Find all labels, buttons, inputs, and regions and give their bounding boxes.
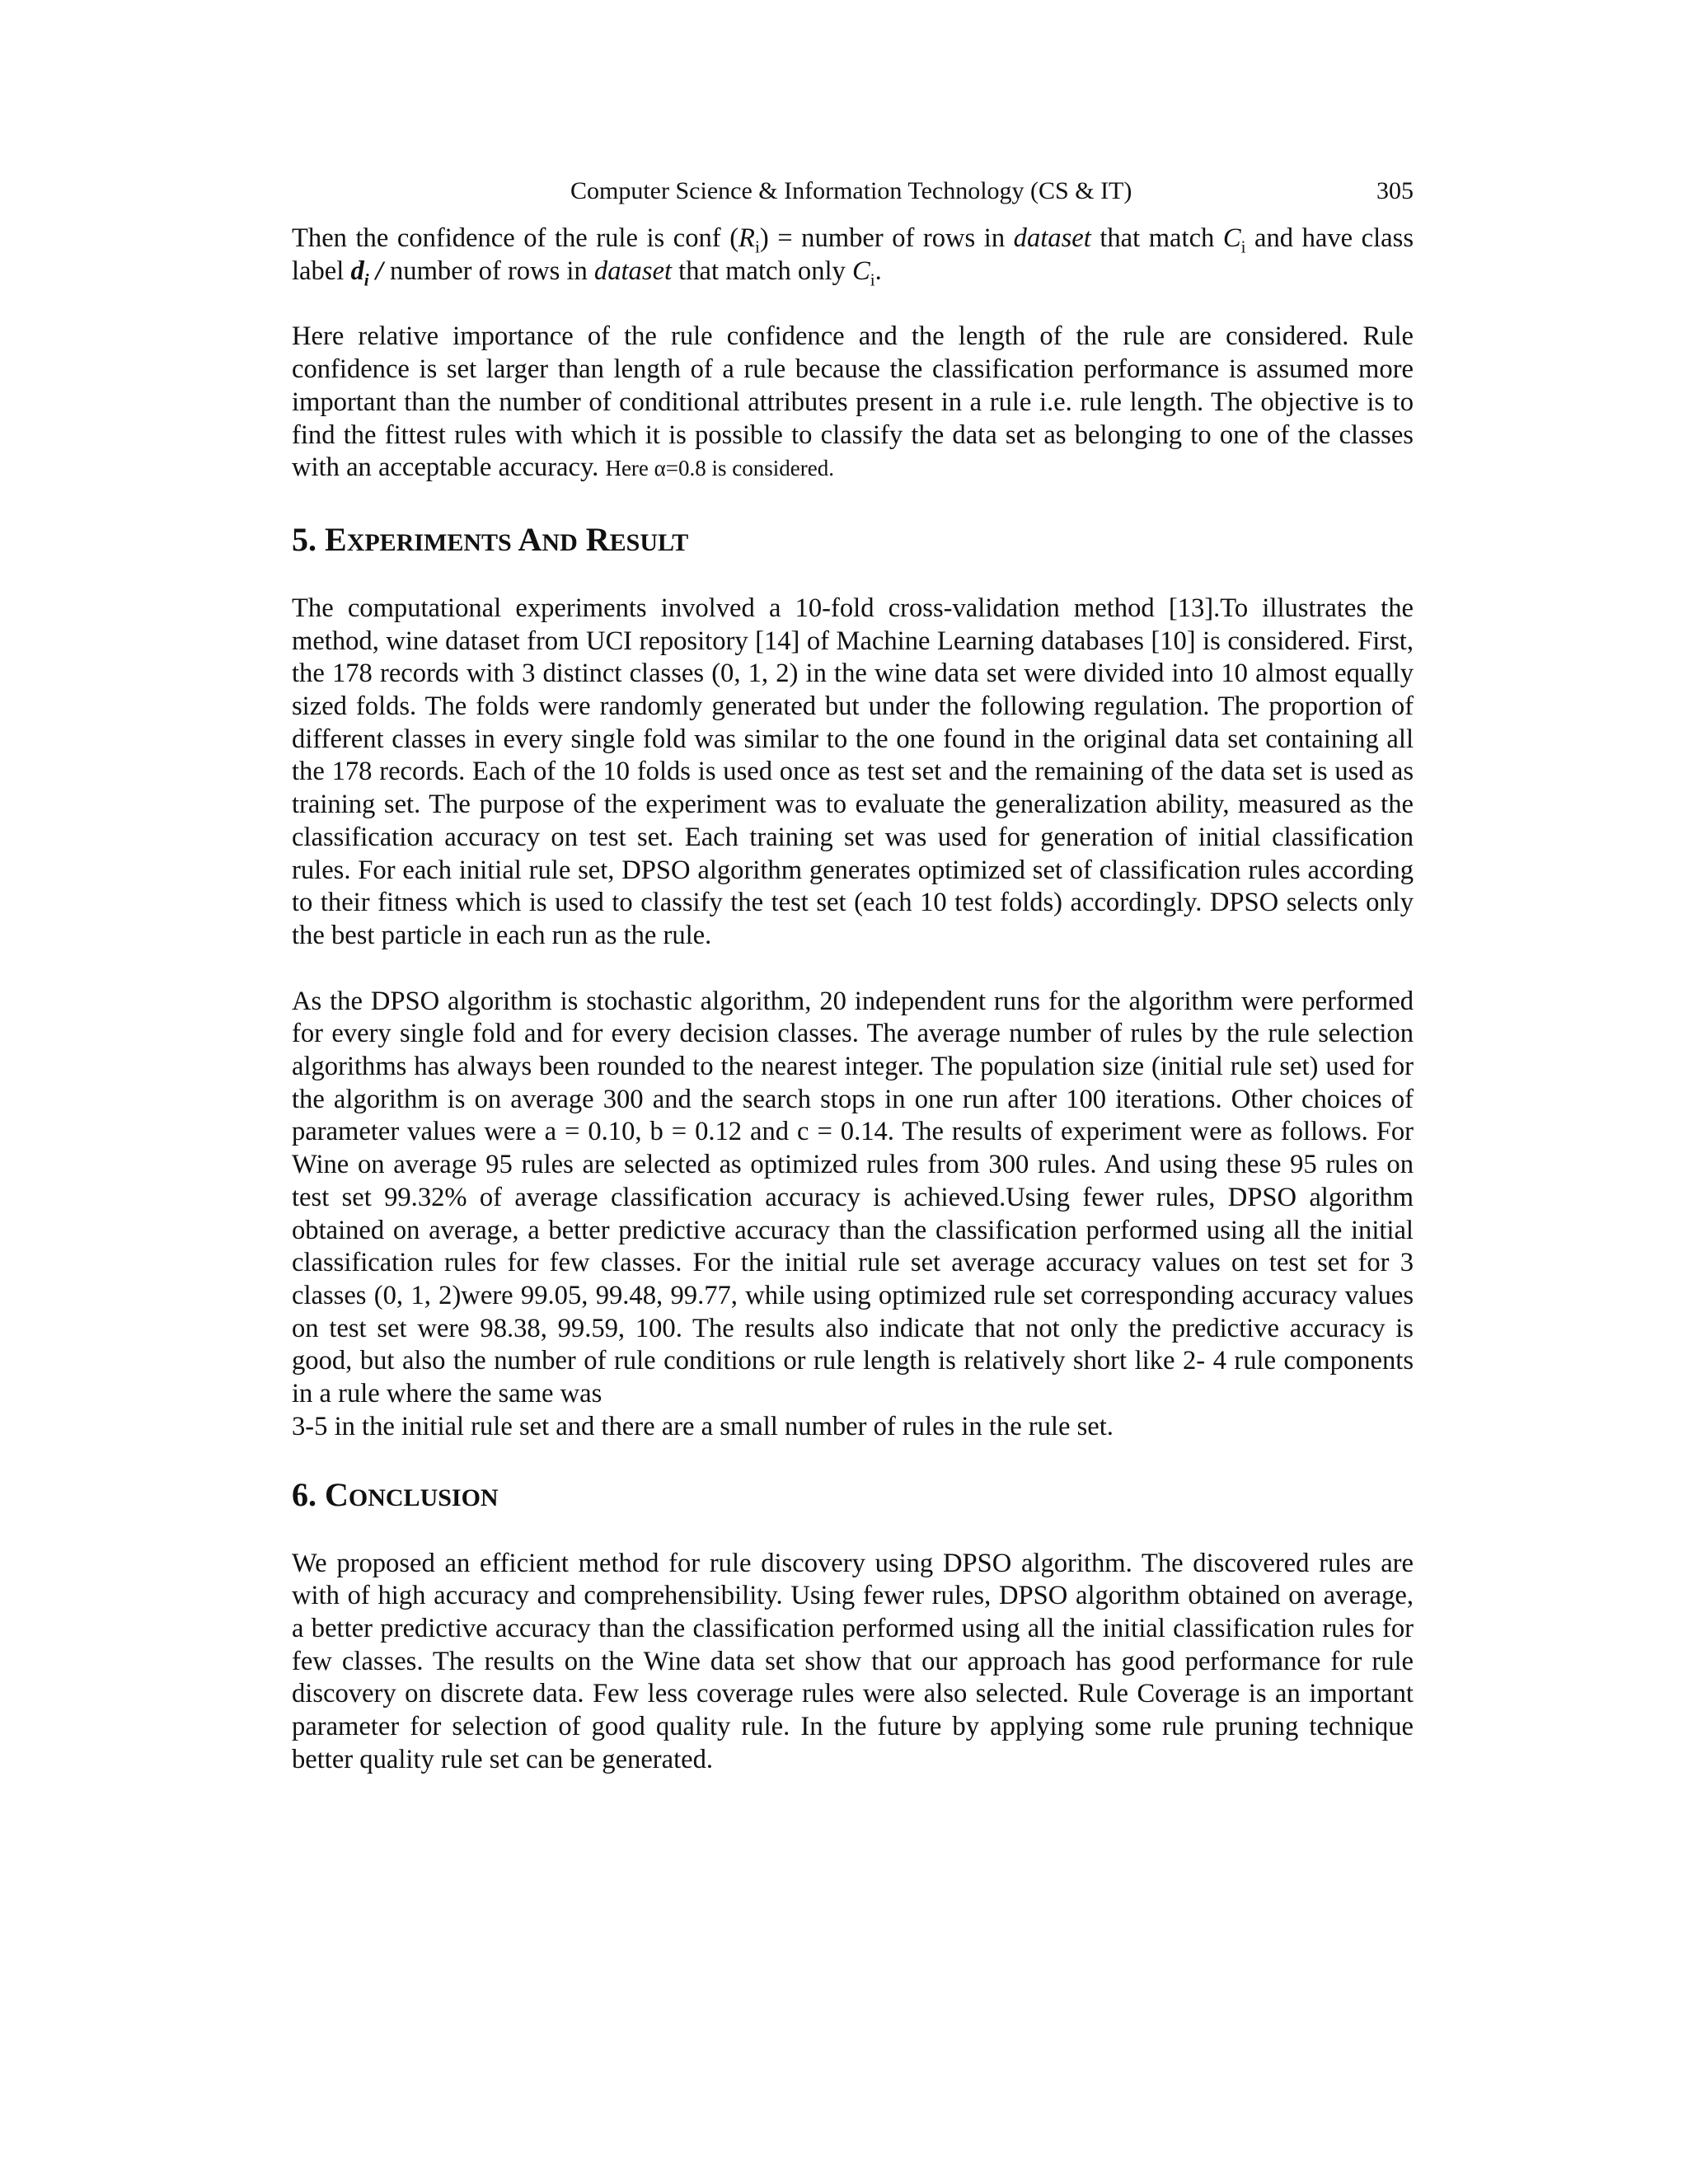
conclusion-paragraph: We proposed an efficient method for rule discovery using DPSO algorithm. The discovered rules are with of high accuracy and comprehensibility. Using fewer rules, DPSO algorithm obtained on average, a better predictive accuracy than the classification performed using all the initial classification rules for few classes. The results on the Wine data set show that our approach has good performance for rule discovery on discrete data. Few less coverage rules were also selected. Rule Coverage is an important parameter for selection of good quality rule. In the future by applying some rule pruning technique better quality rule set can be generated. bbox=[292, 1548, 1414, 1774]
page-number: 305 bbox=[1376, 177, 1414, 204]
rule-importance-paragraph: Here relative importance of the rule confidence and the length of the rule are considered. Rule confidence is set larger than length of a rule because the classification performance is assumed more important than the number of conditional attributes present in a rule i.e. rule length. The objective is to find the fittest rules with which it is possible to classify the data set as belonging to one of the classes with an acceptable accuracy. Here α=0.8 is considered. bbox=[292, 321, 1414, 483]
experiments-paragraph-1: The computational experiments involved a 10-fold cross-validation method [13].To illustrates the method, wine dataset from UCI repository [14] of Machine Learning databases [10] is considered. First, the 178 records with 3 distinct classes (0, 1, 2) in the wine data set were divided into 10 almost equally sized folds. The folds were randomly generated but under the following regulation. The proportion of different classes in every single fold was similar to the one found in the original data set containing all the 178 records. Each of the 10 folds is used once as test set and the remaining of the data set is used as training set. The purpose of the experiment was to evaluate the generalization ability, measured as the classification accuracy on test set. Each training set was used for generation of initial classification rules. For each initial rule set, DPSO algorithm generates optimized set of classification rules according to their fitness which is used to classify the test set (each 10 test folds) accordingly. DPSO selects only the best particle in each run as the rule. bbox=[292, 593, 1414, 950]
page-content bbox=[292, 223, 1414, 1776]
confidence-definition-paragraph: Then the confidence of the rule is conf $(R_i)$ = number of rows in dataset that match $C_i$ and have class label $d_i$ / number of rows in dataset that match only $C_i$. bbox=[292, 223, 1414, 290]
journal-title: Computer Science & Information Technology (CS & IT) bbox=[570, 177, 1132, 204]
running-header bbox=[292, 173, 1414, 209]
section-heading-conclusion: 6. CONCLUSION bbox=[292, 1475, 499, 1513]
section-heading-experiments: 5. EXPERIMENTS AND RESULT bbox=[292, 520, 689, 558]
experiments-paragraph-2: As the DPSO algorithm is stochastic algorithm, 20 independent runs for the algorithm were performed for every single fold and for every decision classes. The average number of rules by the rule selection algorithms has always been rounded to the nearest integer. The population size (initial rule set) used for the algorithm is on average 300 and the search stops in one run after 100 iterations. Other choices of parameter values were a = 0.10, b = 0.12 and c = 0.14. The results of experiment were as follows. For Wine on average 95 rules are selected as optimized rules from 300 rules. And using these 95 rules on test set 99.32% of average classification accuracy is achieved.Using fewer rules, DPSO algorithm obtained on average, a better predictive accuracy than the classification performed using all the initial classification rules for few classes. For the initial rule set average accuracy values on test set for 3 classes (0, 1, 2)were 99.05, 99.48, 99.77, while using optimized rule set corresponding accuracy values on test set were 98.38, 99.59, 100. The results also indicate that not only the predictive accuracy is good, but also the number of rule conditions or rule length is relatively short like 2- 4 rule components in a rule where the same was 3-5 in the initial rule set and there are a small number of rules in the rule set. bbox=[292, 986, 1414, 1441]
